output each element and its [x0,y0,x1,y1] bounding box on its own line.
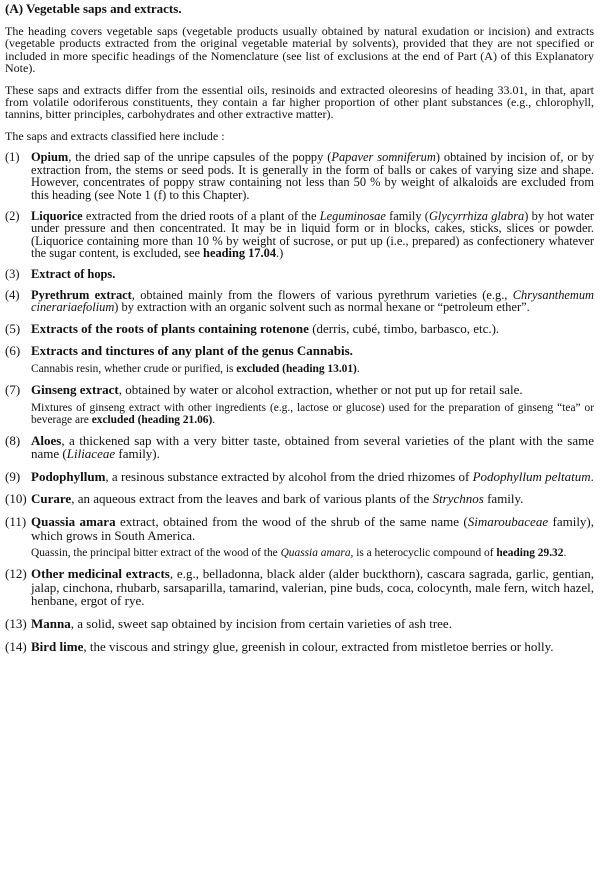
list-intro-paragraph: The saps and extracts classified here include : [5,128,225,143]
quassia-note: Quassin, the principal bitter extract of the wood of the Quassia amara, is a heterocyclic compound of heading 29.32. [31,547,567,560]
item-number: (12) [5,566,27,582]
list-item-cannabis [5,344,594,358]
item-number: (9) [5,468,21,484]
item-term: Extracts of the roots of plants containing rotenone [31,320,309,336]
item-term: Other medicinal extracts [31,566,170,582]
item-term: Bird lime [31,638,84,654]
list-item-pyrethrum: (4) Pyrethrum extract, obtained mainly from the flowers of various pyrethrum varieties (e.g., Chrysanthemum cinerariaefolium) by extraction with an organic solvent such as normal hexane or “petroleum ether”. [5,287,594,315]
list-item-bird-lime: (14) Bird lime, the viscous and stringy glue, greenish in colour, extracted from mistletoe berries or holly. [5,638,554,654]
item-term: Pyrethrum extract [31,287,132,302]
item-number: (4) [5,287,20,302]
list-item-aloes: (8) Aloes, a thickened sap with a very bitter taste, obtained from several varieties of the plant with the same name (Liliaceae family). [5,432,594,462]
list-item-curare: (10) Curare, an aqueous extract from the leaves and bark of various plants of the Strychnos family. [5,491,524,507]
list-item-hops [5,268,594,281]
item-term: Extract of hops. [31,267,116,281]
item-term: Quassia amara [31,513,116,529]
list-item-manna: (13) Manna, a solid, sweet sap obtained by incision from certain varieties of ash tree. [5,615,452,631]
list-item-ginseng: (7) Ginseng extract, obtained by water or alcohol extraction, whether or not put up for retail sale. [5,381,523,397]
intro-paragraph: The heading covers vegetable saps (vegetable products usually obtained by natural exudation or incision) and extracts (vegetable products extracted from the original vegetable material by solvents), provided that they are not specified or included in more specific headings of the Nomenclature (see list of exclusions at the end of Part (A) of this Explanatory Note). [5,24,594,76]
item-number: (1) [5,150,20,165]
item-number: (2) [5,208,20,223]
item-term: Podophyllum [31,468,106,484]
item-term: Opium [31,150,69,165]
cannabis-note: Cannabis resin, whether crude or purified, is excluded (heading 13.01). [31,362,360,375]
item-number: (14) [5,638,27,654]
item-term: Aloes [31,432,62,448]
list-item-liquorice: (2) Liquorice extracted from the dried roots of a plant of the Leguminosae family (Glycyrrhiza glabra) by hot water under pressure and then concentrated. It may be in liquid form or in blocks, cakes, sticks, slices or powder. (Liquorice containing more than 10 % by weight of sucrose, or put up (i.e., prepared) as confectionery whatever the sugar content, is excluded, see heading 17.04.) [5,208,594,261]
item-term: Extracts and tinctures of any plant of the genus Cannabis. [31,343,353,359]
item-number: (10) [5,491,27,507]
item-number: (8) [5,432,21,448]
ginseng-note: Mixtures of ginseng extract with other ingredients (e.g., lactose or glucose) used for the preparation of ginseng “tea” or beverage are excluded (heading 21.06). [31,401,594,426]
list-item-rotenone: (5) Extracts of the roots of plants containing rotenone (derris, cubé, timbo, barbasco, etc.). [5,320,500,336]
list-item-medicinal: (12) Other medicinal extracts, e.g., belladonna, black alder (alder buckthorn), cascara sagrada, garlic, gentian, jalap, cinchona, rhubarb, sarsaparilla, tamarind, valerian, pine buds, coca, colocynth, male fern, witch hazel, henbane, ergot of rye. [5,566,594,609]
item-term: Ginseng extract [31,381,119,397]
item-number: (7) [5,381,21,397]
list-item-quassia: (11) Quassia amara extract, obtained from the wood of the shrub of the same name (Simaroubaceae family), which grows in South America. [5,513,595,543]
item-number: (5) [5,320,21,336]
item-term: Liquorice [31,208,83,223]
list-block-lower [5,322,594,653]
item-number: (11) [5,513,27,529]
item-number: (3) [5,267,20,281]
item-number: (13) [5,615,27,631]
item-term: Curare [31,491,72,507]
section-heading: (A) Vegetable saps and extracts. [5,1,182,16]
comparison-paragraph: These saps and extracts differ from the essential oils, resinoids and extracted oleoresins of heading 33.01, in that, apart from volatile odoriferous constituents, they contain a far higher proportion of other plant substances (e.g., chlorophyll, tannins, bitter principles, carbohydrates and other extractive matter). [5,82,594,122]
item-term: Manna [31,615,71,631]
list-item-opium: (1) Opium, the dried sap of the unripe capsules of the poppy (Papaver somniferum) obtained by incision of, or by extraction from, the stems or seed pods. It is generally in the form of balls or cakes of varying size and shape. However, concentrates of poppy straw containing not less than 50 % by weight of alkaloids are excluded from this heading (see Note 1 (f) to this Chapter). [5,150,595,203]
list-item-podophyllum: (9) Podophyllum, a resinous substance extracted by alcohol from the dried rhizomes of Podophyllum peltatum. [5,468,594,484]
item-number: (6) [5,343,21,359]
